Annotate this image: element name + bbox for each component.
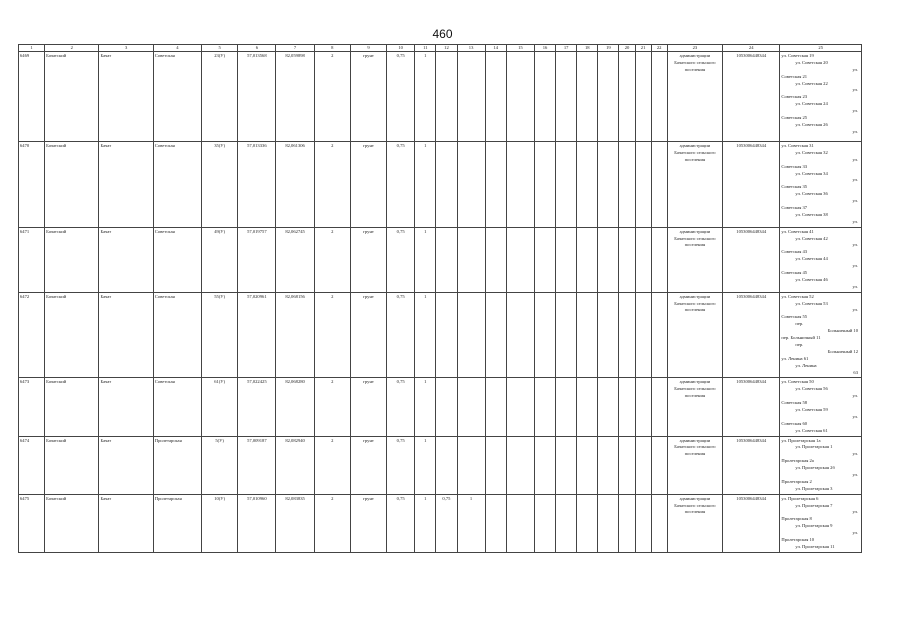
- table-cell: 1: [457, 494, 485, 552]
- table-cell: грунт: [350, 142, 386, 228]
- table-cell: 57,022425: [238, 378, 276, 436]
- table-cell: 82,061306: [276, 142, 314, 228]
- table-cell: [577, 494, 598, 552]
- table-cell: 1: [415, 436, 436, 494]
- table-cell: [619, 52, 635, 142]
- column-header: 1: [19, 45, 45, 52]
- address-line: Советская 37: [781, 205, 808, 211]
- address-line: ул. Пролетарская 1а: [781, 437, 821, 443]
- address-line: ул.: [852, 263, 858, 269]
- address-line: ул. Советская 44: [795, 256, 828, 262]
- table-cell: 1: [415, 142, 436, 228]
- table-cell: 0,75: [387, 142, 415, 228]
- table-cell: Бачатский: [45, 378, 99, 436]
- column-header: 5: [202, 45, 238, 52]
- address-line: ул.: [852, 87, 858, 93]
- table-cell: 57,013568: [238, 52, 276, 142]
- table-cell: 5(У): [202, 436, 238, 494]
- address-line: пер.: [795, 341, 804, 347]
- table-cell: 55(У): [202, 292, 238, 378]
- address-list-cell: [780, 52, 862, 142]
- column-header: 20: [619, 45, 635, 52]
- address-line: ул. Пролетарская 1: [795, 444, 833, 450]
- address-line: Пролетарская 8: [781, 516, 812, 522]
- address-line: 63: [853, 369, 858, 375]
- page-number: 460: [432, 27, 453, 41]
- table-cell: [534, 292, 555, 378]
- table-cell: 2: [314, 494, 350, 552]
- table-cell: грунт: [350, 378, 386, 436]
- address-line: ул. Советская 36: [795, 191, 828, 197]
- column-header: 23: [667, 45, 722, 52]
- table-cell: Советская: [153, 292, 201, 378]
- table-cell: [651, 494, 667, 552]
- table-cell: [619, 292, 635, 378]
- table-cell: [635, 292, 651, 378]
- table-cell: [598, 52, 619, 142]
- column-header: 17: [556, 45, 577, 52]
- table-cell: [619, 436, 635, 494]
- address-line: ул. Советская 26: [795, 121, 828, 127]
- table-cell: [534, 142, 555, 228]
- table-cell: [619, 142, 635, 228]
- table-cell: [534, 227, 555, 292]
- table-cell: [534, 378, 555, 436]
- table-cell: Бачат: [99, 52, 153, 142]
- table-cell: 6473: [19, 378, 45, 436]
- table-cell: [635, 378, 651, 436]
- table-cell: [436, 292, 457, 378]
- column-header: 12: [436, 45, 457, 52]
- table-cell: Бачат: [99, 378, 153, 436]
- table-cell: [485, 494, 506, 552]
- table-cell: [485, 227, 506, 292]
- table-cell: 1053006448344: [723, 52, 780, 142]
- table-cell: Пролетарская: [153, 436, 201, 494]
- table-cell: 57,013336: [238, 142, 276, 228]
- table-cell: [506, 142, 534, 228]
- address-line: Советская 58: [781, 400, 808, 406]
- table-cell: администрации Бачатского сельского поселения: [667, 142, 722, 228]
- address-line: ул.: [852, 451, 858, 457]
- table-cell: Бачатский: [45, 227, 99, 292]
- table-cell: 0,75: [387, 227, 415, 292]
- address-line: ул.: [852, 283, 858, 289]
- table-cell: [635, 227, 651, 292]
- column-header: 6: [238, 45, 276, 52]
- table-cell: [577, 292, 598, 378]
- table-cell: грунт: [350, 494, 386, 552]
- column-header: 14: [485, 45, 506, 52]
- table-cell: [436, 52, 457, 142]
- table-cell: [598, 494, 619, 552]
- table-cell: Бачат: [99, 292, 153, 378]
- table-cell: 1053006448344: [723, 378, 780, 436]
- table-cell: 2: [314, 142, 350, 228]
- table-cell: 6475: [19, 494, 45, 552]
- table-cell: 82,062745: [276, 227, 314, 292]
- table-cell: Советская: [153, 142, 201, 228]
- table-cell: Бачатский: [45, 142, 99, 228]
- table-cell: [651, 227, 667, 292]
- table-cell: грунт: [350, 227, 386, 292]
- address-list-cell: [780, 227, 862, 292]
- table-cell: 2: [314, 378, 350, 436]
- table-cell: [534, 436, 555, 494]
- table-cell: [556, 227, 577, 292]
- column-header: 7: [276, 45, 314, 52]
- address-line: ул. Советская 52: [781, 293, 814, 299]
- address-line: Больничный 10: [827, 328, 858, 334]
- column-header: 4: [153, 45, 201, 52]
- address-list-cell: [780, 494, 862, 552]
- address-line: ул. Пролетарская 7: [795, 502, 833, 508]
- table-cell: [619, 494, 635, 552]
- address-line: Советская 21: [781, 73, 808, 79]
- table-cell: [598, 292, 619, 378]
- column-header: 11: [415, 45, 436, 52]
- address-line: ул. Ленина: [795, 362, 817, 368]
- address-line: ул.: [852, 177, 858, 183]
- table-row: [19, 378, 862, 436]
- table-cell: [436, 378, 457, 436]
- column-header: 18: [577, 45, 598, 52]
- address-line: Советская 23: [781, 94, 808, 100]
- table-cell: администрации Бачатского сельского поселения: [667, 52, 722, 142]
- address-line: Советская 25: [781, 115, 808, 121]
- address-line: ул. Советская 34: [795, 170, 828, 176]
- address-line: ул. Советская 42: [795, 235, 828, 241]
- table-cell: [485, 52, 506, 142]
- table-cell: [436, 436, 457, 494]
- table-cell: [457, 436, 485, 494]
- table-cell: 82,082940: [276, 436, 314, 494]
- table-cell: [506, 378, 534, 436]
- table-cell: грунт: [350, 292, 386, 378]
- table-cell: грунт: [350, 52, 386, 142]
- table-cell: 2: [314, 436, 350, 494]
- address-line: ул. Пролетарская 6: [781, 495, 819, 501]
- table-cell: [556, 494, 577, 552]
- address-line: ул. Советская 50: [781, 379, 814, 385]
- table-cell: 0,75: [387, 292, 415, 378]
- table-cell: [635, 436, 651, 494]
- address-line: ул.: [852, 218, 858, 224]
- table-cell: 35(У): [202, 142, 238, 228]
- address-line: ул. Пролетарская 9: [795, 523, 833, 529]
- table-cell: Советская: [153, 378, 201, 436]
- address-line: ул. Советская 38: [795, 211, 828, 217]
- table-cell: 49(У): [202, 227, 238, 292]
- table-row: [19, 494, 862, 552]
- column-number-row: [19, 45, 862, 52]
- table-cell: 0,75: [387, 378, 415, 436]
- address-line: Советская 45: [781, 270, 808, 276]
- address-line: Больничный 12: [827, 348, 858, 354]
- table-cell: 82,068156: [276, 292, 314, 378]
- address-line: ул.: [852, 509, 858, 515]
- table-cell: [635, 142, 651, 228]
- table-cell: [619, 378, 635, 436]
- address-line: ул. Советская 22: [795, 80, 828, 86]
- address-line: ул.: [852, 128, 858, 134]
- table-cell: 10(У): [202, 494, 238, 552]
- column-header: 24: [723, 45, 780, 52]
- table-cell: Бачат: [99, 142, 153, 228]
- address-line: ул. Советская 19: [781, 53, 814, 58]
- column-header: 2: [45, 45, 99, 52]
- table-cell: [506, 292, 534, 378]
- address-line: ул.: [852, 108, 858, 114]
- table-cell: Бачатский: [45, 494, 99, 552]
- table-cell: 1: [415, 292, 436, 378]
- address-list-cell: [780, 142, 862, 228]
- address-list-cell: [780, 292, 862, 378]
- table-cell: Бачат: [99, 494, 153, 552]
- address-line: ул. Советская 59: [795, 406, 828, 412]
- table-cell: [598, 227, 619, 292]
- table-cell: 1: [415, 227, 436, 292]
- table-row: [19, 142, 862, 228]
- table-cell: Бачатский: [45, 436, 99, 494]
- address-line: ул. Советская 56: [795, 386, 828, 392]
- table-cell: администрации Бачатского сельского поселения: [667, 494, 722, 552]
- table-cell: [506, 52, 534, 142]
- table-cell: [556, 378, 577, 436]
- table-cell: [577, 378, 598, 436]
- address-line: Пролетарская 2: [781, 478, 812, 484]
- table-cell: [436, 227, 457, 292]
- address-line: Советская 60: [781, 420, 808, 426]
- address-line: ул. Советская 46: [795, 276, 828, 282]
- table-cell: 6472: [19, 292, 45, 378]
- table-cell: 57,019757: [238, 227, 276, 292]
- address-line: ул. Ленина 61: [781, 355, 809, 361]
- table-cell: [556, 52, 577, 142]
- table-cell: [598, 436, 619, 494]
- table-cell: 6471: [19, 227, 45, 292]
- table-cell: [506, 436, 534, 494]
- address-line: ул. Пролетарская 11: [795, 543, 835, 549]
- table-cell: 2: [314, 52, 350, 142]
- address-line: пер.: [795, 321, 804, 327]
- table-cell: [485, 292, 506, 378]
- column-header: 10: [387, 45, 415, 52]
- table-cell: [556, 142, 577, 228]
- table-cell: администрации Бачатского сельского поселения: [667, 378, 722, 436]
- table-cell: [577, 142, 598, 228]
- table-cell: [534, 52, 555, 142]
- column-header: 3: [99, 45, 153, 52]
- address-list-cell: [780, 378, 862, 436]
- table-cell: грунт: [350, 436, 386, 494]
- table-cell: 6470: [19, 142, 45, 228]
- table-cell: [635, 52, 651, 142]
- column-header: 9: [350, 45, 386, 52]
- table-cell: [485, 436, 506, 494]
- table-cell: [651, 52, 667, 142]
- table-row: [19, 436, 862, 494]
- table-cell: [651, 292, 667, 378]
- table-cell: 57,009187: [238, 436, 276, 494]
- address-line: Советская 55: [781, 314, 808, 320]
- table-cell: [534, 494, 555, 552]
- table-cell: [635, 494, 651, 552]
- table-cell: 82,059898: [276, 52, 314, 142]
- table-cell: 0,75: [387, 52, 415, 142]
- table-row: [19, 227, 862, 292]
- table-cell: [598, 378, 619, 436]
- address-line: ул.: [852, 471, 858, 477]
- address-line: ул.: [852, 530, 858, 536]
- table-cell: администрации Бачатского сельского поселения: [667, 227, 722, 292]
- table-cell: [457, 378, 485, 436]
- address-line: ул.: [852, 156, 858, 162]
- address-line: Пролетарская 10: [781, 536, 815, 542]
- table-cell: Пролетарская: [153, 494, 201, 552]
- column-header: 19: [598, 45, 619, 52]
- column-header: 16: [534, 45, 555, 52]
- table-cell: 1053006448344: [723, 227, 780, 292]
- address-line: ул. Советская 24: [795, 101, 828, 107]
- table-cell: Советская: [153, 227, 201, 292]
- table-cell: 1053006448344: [723, 436, 780, 494]
- table-cell: 82,083835: [276, 494, 314, 552]
- table-cell: [577, 227, 598, 292]
- table-cell: [598, 142, 619, 228]
- table-cell: [651, 142, 667, 228]
- address-line: ул. Советская 31: [781, 143, 814, 148]
- table-cell: 82,068280: [276, 378, 314, 436]
- road-register-table: [18, 44, 862, 553]
- address-line: ул.: [852, 198, 858, 204]
- column-header: 25: [780, 45, 862, 52]
- table-cell: [457, 52, 485, 142]
- address-line: ул.: [852, 66, 858, 72]
- table-row: [19, 52, 862, 142]
- table-cell: 23(У): [202, 52, 238, 142]
- table-cell: Бачат: [99, 436, 153, 494]
- table-row: [19, 292, 862, 378]
- address-line: ул. Советская 32: [795, 149, 828, 155]
- table-cell: 1053006448344: [723, 142, 780, 228]
- table-cell: [619, 227, 635, 292]
- address-line: ул. Советская 41: [781, 228, 814, 234]
- table-cell: [457, 142, 485, 228]
- address-line: ул. Пролетарская 2б: [795, 465, 835, 471]
- address-line: ул. Советская 20: [795, 59, 828, 65]
- table-cell: 2: [314, 292, 350, 378]
- address-list-cell: [780, 436, 862, 494]
- column-header: 15: [506, 45, 534, 52]
- table-cell: 0,75: [387, 436, 415, 494]
- table-cell: Бачатский: [45, 52, 99, 142]
- table-cell: [556, 292, 577, 378]
- address-line: пер. Больничный 11: [781, 335, 821, 341]
- table-cell: 1053006448344: [723, 494, 780, 552]
- address-line: ул. Советская 61: [795, 427, 828, 433]
- column-header: 21: [635, 45, 651, 52]
- address-line: ул.: [852, 393, 858, 399]
- table-cell: [556, 436, 577, 494]
- address-line: ул.: [852, 242, 858, 248]
- address-line: ул. Пролетарская 3: [795, 485, 833, 491]
- table-cell: 0,75: [436, 494, 457, 552]
- table-cell: администрации Бачатского сельского поселения: [667, 292, 722, 378]
- table-cell: [506, 494, 534, 552]
- table-cell: [457, 292, 485, 378]
- table-cell: Бачатский: [45, 292, 99, 378]
- table-cell: 1: [415, 378, 436, 436]
- table-cell: 61(У): [202, 378, 238, 436]
- table-cell: 6474: [19, 436, 45, 494]
- table-cell: [457, 227, 485, 292]
- table-cell: 2: [314, 227, 350, 292]
- column-header: 13: [457, 45, 485, 52]
- table-cell: 57,010960: [238, 494, 276, 552]
- address-line: ул.: [852, 413, 858, 419]
- table-cell: [577, 52, 598, 142]
- table-cell: 1: [415, 52, 436, 142]
- table-cell: 6469: [19, 52, 45, 142]
- table-cell: 1053006448344: [723, 292, 780, 378]
- address-line: Советская 43: [781, 249, 808, 255]
- address-line: Советская 35: [781, 184, 808, 190]
- table-cell: 57,020961: [238, 292, 276, 378]
- address-line: Пролетарская 2а: [781, 458, 814, 464]
- table-cell: администрации Бачатского сельского поселения: [667, 436, 722, 494]
- table-cell: [651, 378, 667, 436]
- address-line: ул. Советская 53: [795, 300, 828, 306]
- table-cell: [577, 436, 598, 494]
- table-cell: [651, 436, 667, 494]
- table-cell: 0,75: [387, 494, 415, 552]
- table-cell: Бачат: [99, 227, 153, 292]
- table-cell: [485, 378, 506, 436]
- column-header: 22: [651, 45, 667, 52]
- table-cell: 1: [415, 494, 436, 552]
- column-header: 8: [314, 45, 350, 52]
- table-cell: [436, 142, 457, 228]
- address-line: Советская 33: [781, 163, 808, 169]
- address-line: ул.: [852, 307, 858, 313]
- table-cell: [485, 142, 506, 228]
- table-cell: Советская: [153, 52, 201, 142]
- table-cell: [506, 227, 534, 292]
